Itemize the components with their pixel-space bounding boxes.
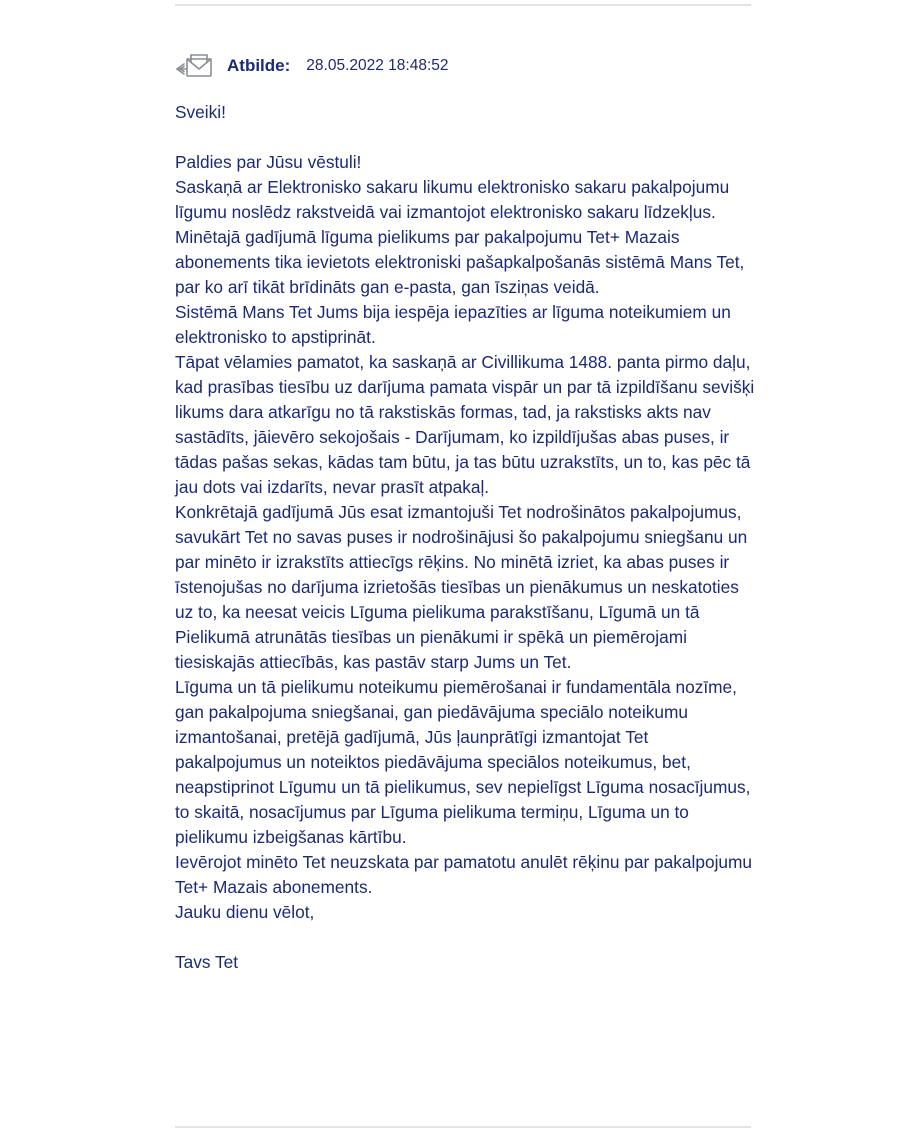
reply-label: Atbilde: — [227, 56, 291, 75]
message-paragraph: Sistēmā Mans Tet Jums bija iespēja iepazīties ar līguma noteikumiem un elektronisko to apstiprināt. — [175, 302, 731, 347]
reply-header — [175, 50, 449, 82]
message-paragraph: Ievērojot minēto Tet neuzskata par pamatotu anulēt rēķinu par pakalpojumu Tet+ Mazais abonements. — [175, 852, 753, 897]
message-spacer — [175, 925, 755, 950]
reply-envelope-icon — [175, 51, 215, 81]
message-paragraph: Tāpat vēlamies pamatot, ka saskaņā ar Civillikuma 1488. panta pirmo daļu, kad prasības tiesību uz darījuma pamata vispār un par tā izpildīšanu sevišķi likums dara atkarīgu no tā rakstiskās formas, tad, ja rakstisks akts nav sastādīts, jāievēro sekojošais - Darījumam, ko izpildījušas abas puses, ir tādas pašas sekas, kādas tam būtu, ja tas būtu uzrakstīts, un to, kas pēc tā jau dots vai izdarīts, nevar prasīt atpakaļ. — [175, 352, 755, 497]
message-paragraph: Paldies par Jūsu vēstuli! — [175, 152, 362, 172]
message-paragraph: Jauku dienu vēlot, — [175, 902, 315, 922]
message-body — [175, 100, 755, 975]
message-paragraph: Līguma un tā pielikumu noteikumu piemērošanai ir fundamentāla nozīme, gan pakalpojuma sniegšanai, gan piedāvājuma speciālo noteikumu izmantošanai, pretējā gadījumā, Jūs ļaunprātīgi izmantojat Tet pakalpojumus un noteiktos piedāvājuma speciālos noteikumus, bet, neapstiprinot Līgumu un tā pielikumus, sev nepielīgst Līguma nosacījumus, to skaitā, nosacījumus par Līguma pielikuma termiņu, Līguma un to pielikumu izbeigšanas kārtību. — [175, 677, 751, 847]
message-paragraph: Konkrētajā gadījumā Jūs esat izmantojuši Tet nodrošinātos pakalpojumus, savukārt Tet no savas puses ir nodrošinājusi šo pakalpojumu sniegšanu un par minēto ir izrakstīts attiecīgs rēķins. No minētā izriet, ka abas puses ir īstenojušas no darījuma izrietošās tiesības un pienākumus un neskatoties uz to, ka neesat veicis Līguma pielikuma parakstīšanu, Līgumā un tā Pielikumā atrunātās tiesības un pienākumi ir spēkā un piemērojami tiesiskajās attiecībās, kas pastāv starp Jums un Tet. — [175, 502, 748, 672]
message-spacer — [175, 125, 755, 150]
reply-datetime: 28.05.2022 18:48:52 — [306, 57, 449, 74]
message-paragraph: Saskaņā ar Elektronisko sakaru likumu elektronisko sakaru pakalpojumu līgumu noslēdz rakstveidā vai izmantojot elektronisko sakaru līdzekļus. Minētajā gadījumā līguma pielikums par pakalpojumu Tet+ Mazais abonements tika ievietots elektroniski pašapkalpošanās sistēmā Mans Tet, par ko arī tikāt brīdināts gan e-pasta, gan īsziņas veidā. — [175, 177, 745, 297]
message-signature: Tavs Tet — [175, 952, 239, 972]
top-divider — [175, 4, 751, 6]
message-greeting: Sveiki! — [175, 102, 226, 122]
